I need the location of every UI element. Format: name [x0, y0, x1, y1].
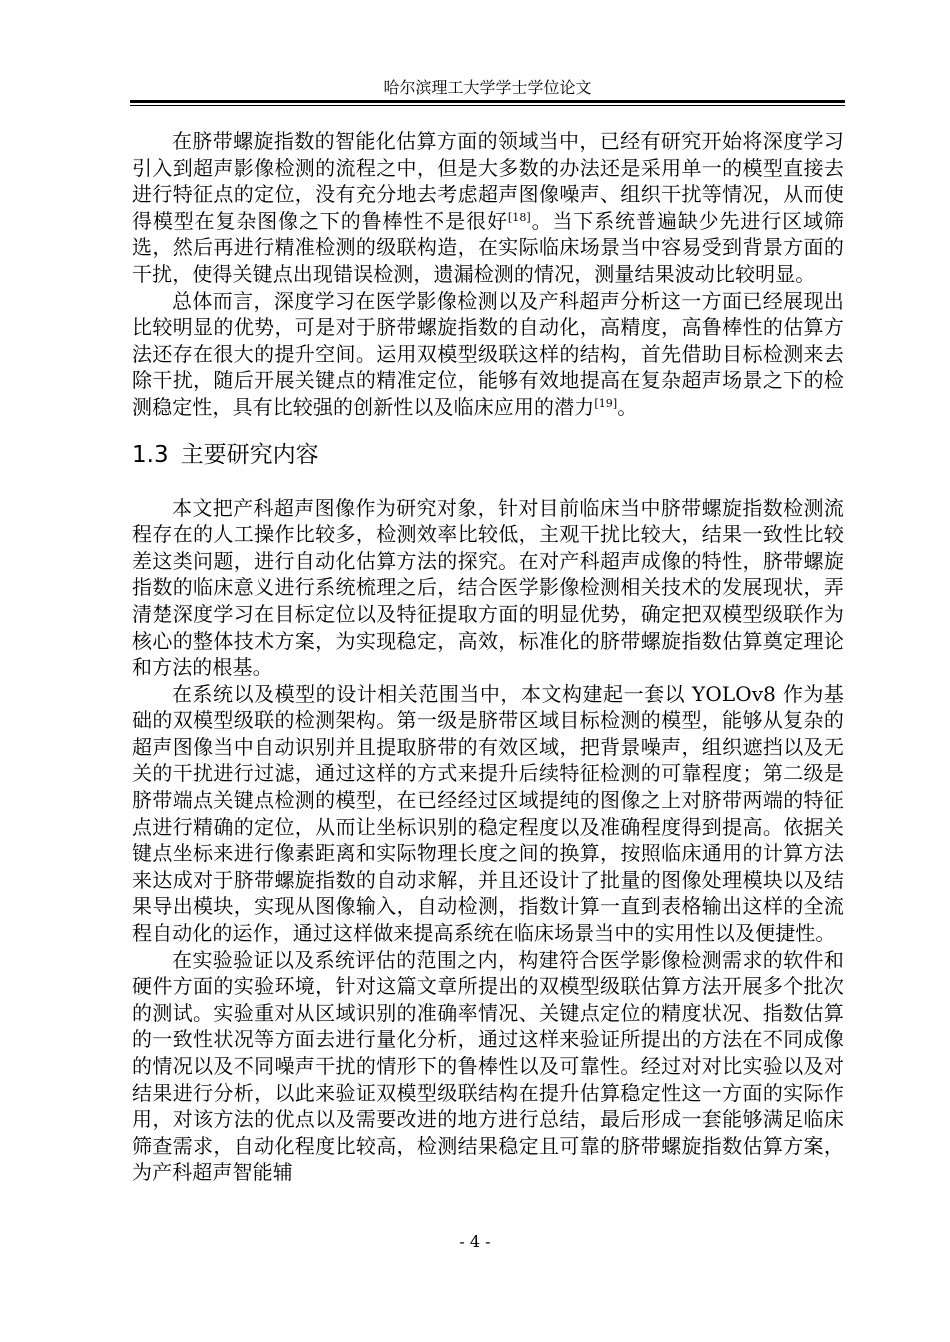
citation-19[interactable]: [19]	[594, 396, 618, 410]
header-rule-thin	[130, 105, 845, 106]
section-number: 1.3	[132, 441, 169, 468]
paragraph-1-tail: 。当下系统普遍缺少先进行区域筛选，然后再进行精准检测的级联构造，在实际临床场景当中容易受到背景方面的干扰，使得关键点出现错误检测，遗漏检测的情况，测量结果波动比较明显。	[132, 208, 844, 286]
paragraph-1	[132, 128, 844, 288]
running-header: 哈尔滨理工大学学士学位论文	[383, 78, 592, 97]
paragraph-2-text: 总体而言，深度学习在医学影像检测以及产科超声分析这一方面已经展现出比较明显的优势，可是对于脐带螺旋指数的自动化，高精度，高鲁棒性的估算方法还存在很大的提升空间。运用双模型级联这样的结构，首先借助目标检测来去除干扰，随后开展关键点的精准定位，能够有效地提高在复杂超声场景之下的检测稳定性，具有比较强的创新性以及临床应用的潜力	[132, 288, 844, 419]
section-title: 主要研究内容	[180, 441, 319, 468]
section-heading	[132, 435, 844, 475]
paragraph-3: 本文把产科超声图像作为研究对象，针对目前临床当中脐带螺旋指数检测流程存在的人工操作比较多，检测效率比较低，主观干扰比较大，结果一致性比较差这类问题，进行自动化估算方法的探究。在对产科超声成像的特性，脐带螺旋指数的临床意义进行系统梳理之后，结合医学影像检测相关技术的发展现状，弄清楚深度学习在目标定位以及特征提取方面的明显优势，确定把双模型级联作为核心的整体技术方案，为实现稳定，高效，标准化的脐带螺旋指数估算奠定理论和方法的根基。	[132, 495, 844, 680]
page-number: - 4 -	[459, 1232, 491, 1251]
header-rule-thick	[130, 100, 845, 103]
paragraph-2	[132, 288, 844, 421]
page-content	[132, 128, 844, 1186]
paragraph-1-text: 在脐带螺旋指数的智能化估算方面的领域当中，已经有研究开始将深度学习引入到超声影像检测的流程之中，但是大多数的办法还是采用单一的模型直接去进行特征点的定位，没有充分地去考虑超声图像噪声、组织干扰等情况，从而使得模型在复杂图像之下的鲁棒性不是很好	[132, 129, 844, 233]
paragraph-5: 在实验验证以及系统评估的范围之内，构建符合医学影像检测需求的软件和硬件方面的实验环境，针对这篇文章所提出的双模型级联估算方法开展多个批次的测试。实验重对从区域识别的准确率情况、关键点定位的精度状况、指数估算的一致性状况等方面去进行量化分析，通过这样来验证所提出的方法在不同成像的情况以及不同噪声干扰的情形下的鲁棒性以及可靠性。经过对对比实验以及对结果进行分析，以此来验证双模型级联结构在提升估算稳定性这一方面的实际作用，对该方法的优点以及需要改进的地方进行总结，最后形成一套能够满足临床筛查需求，自动化程度比较高，检测结果稳定且可靠的脐带螺旋指数估算方案，为产科超声智能辅	[132, 947, 844, 1185]
paragraph-4: 在系统以及模型的设计相关范围当中，本文构建起一套以 YOLOv8 作为基础的双模型级联的检测架构。第一级是脐带区域目标检测的模型，能够从复杂的超声图像当中自动识别并且提取脐带的有效区域，把背景噪声，组织遮挡以及无关的干扰进行过滤，通过这样的方式来提升后续特征检测的可靠程度；第二级是脐带端点关键点检测的模型，在已经经过区域提纯的图像之上对脐带两端的特征点进行精确的定位，从而让坐标识别的稳定程度以及准确程度得到提高。依据关键点坐标来进行像素距离和实际物理长度之间的换算，按照临床通用的计算方法来达成对于脐带螺旋指数的自动求解，并且还设计了批量的图像处理模块以及结果导出模块，实现从图像输入，自动检测，指数计算一直到表格输出这样的全流程自动化的运作，通过这样做来提高系统在临床场景当中的实用性以及便捷性。	[132, 681, 844, 946]
paragraph-2-tail: 。	[617, 394, 638, 419]
citation-18[interactable]: [18]	[507, 210, 531, 224]
